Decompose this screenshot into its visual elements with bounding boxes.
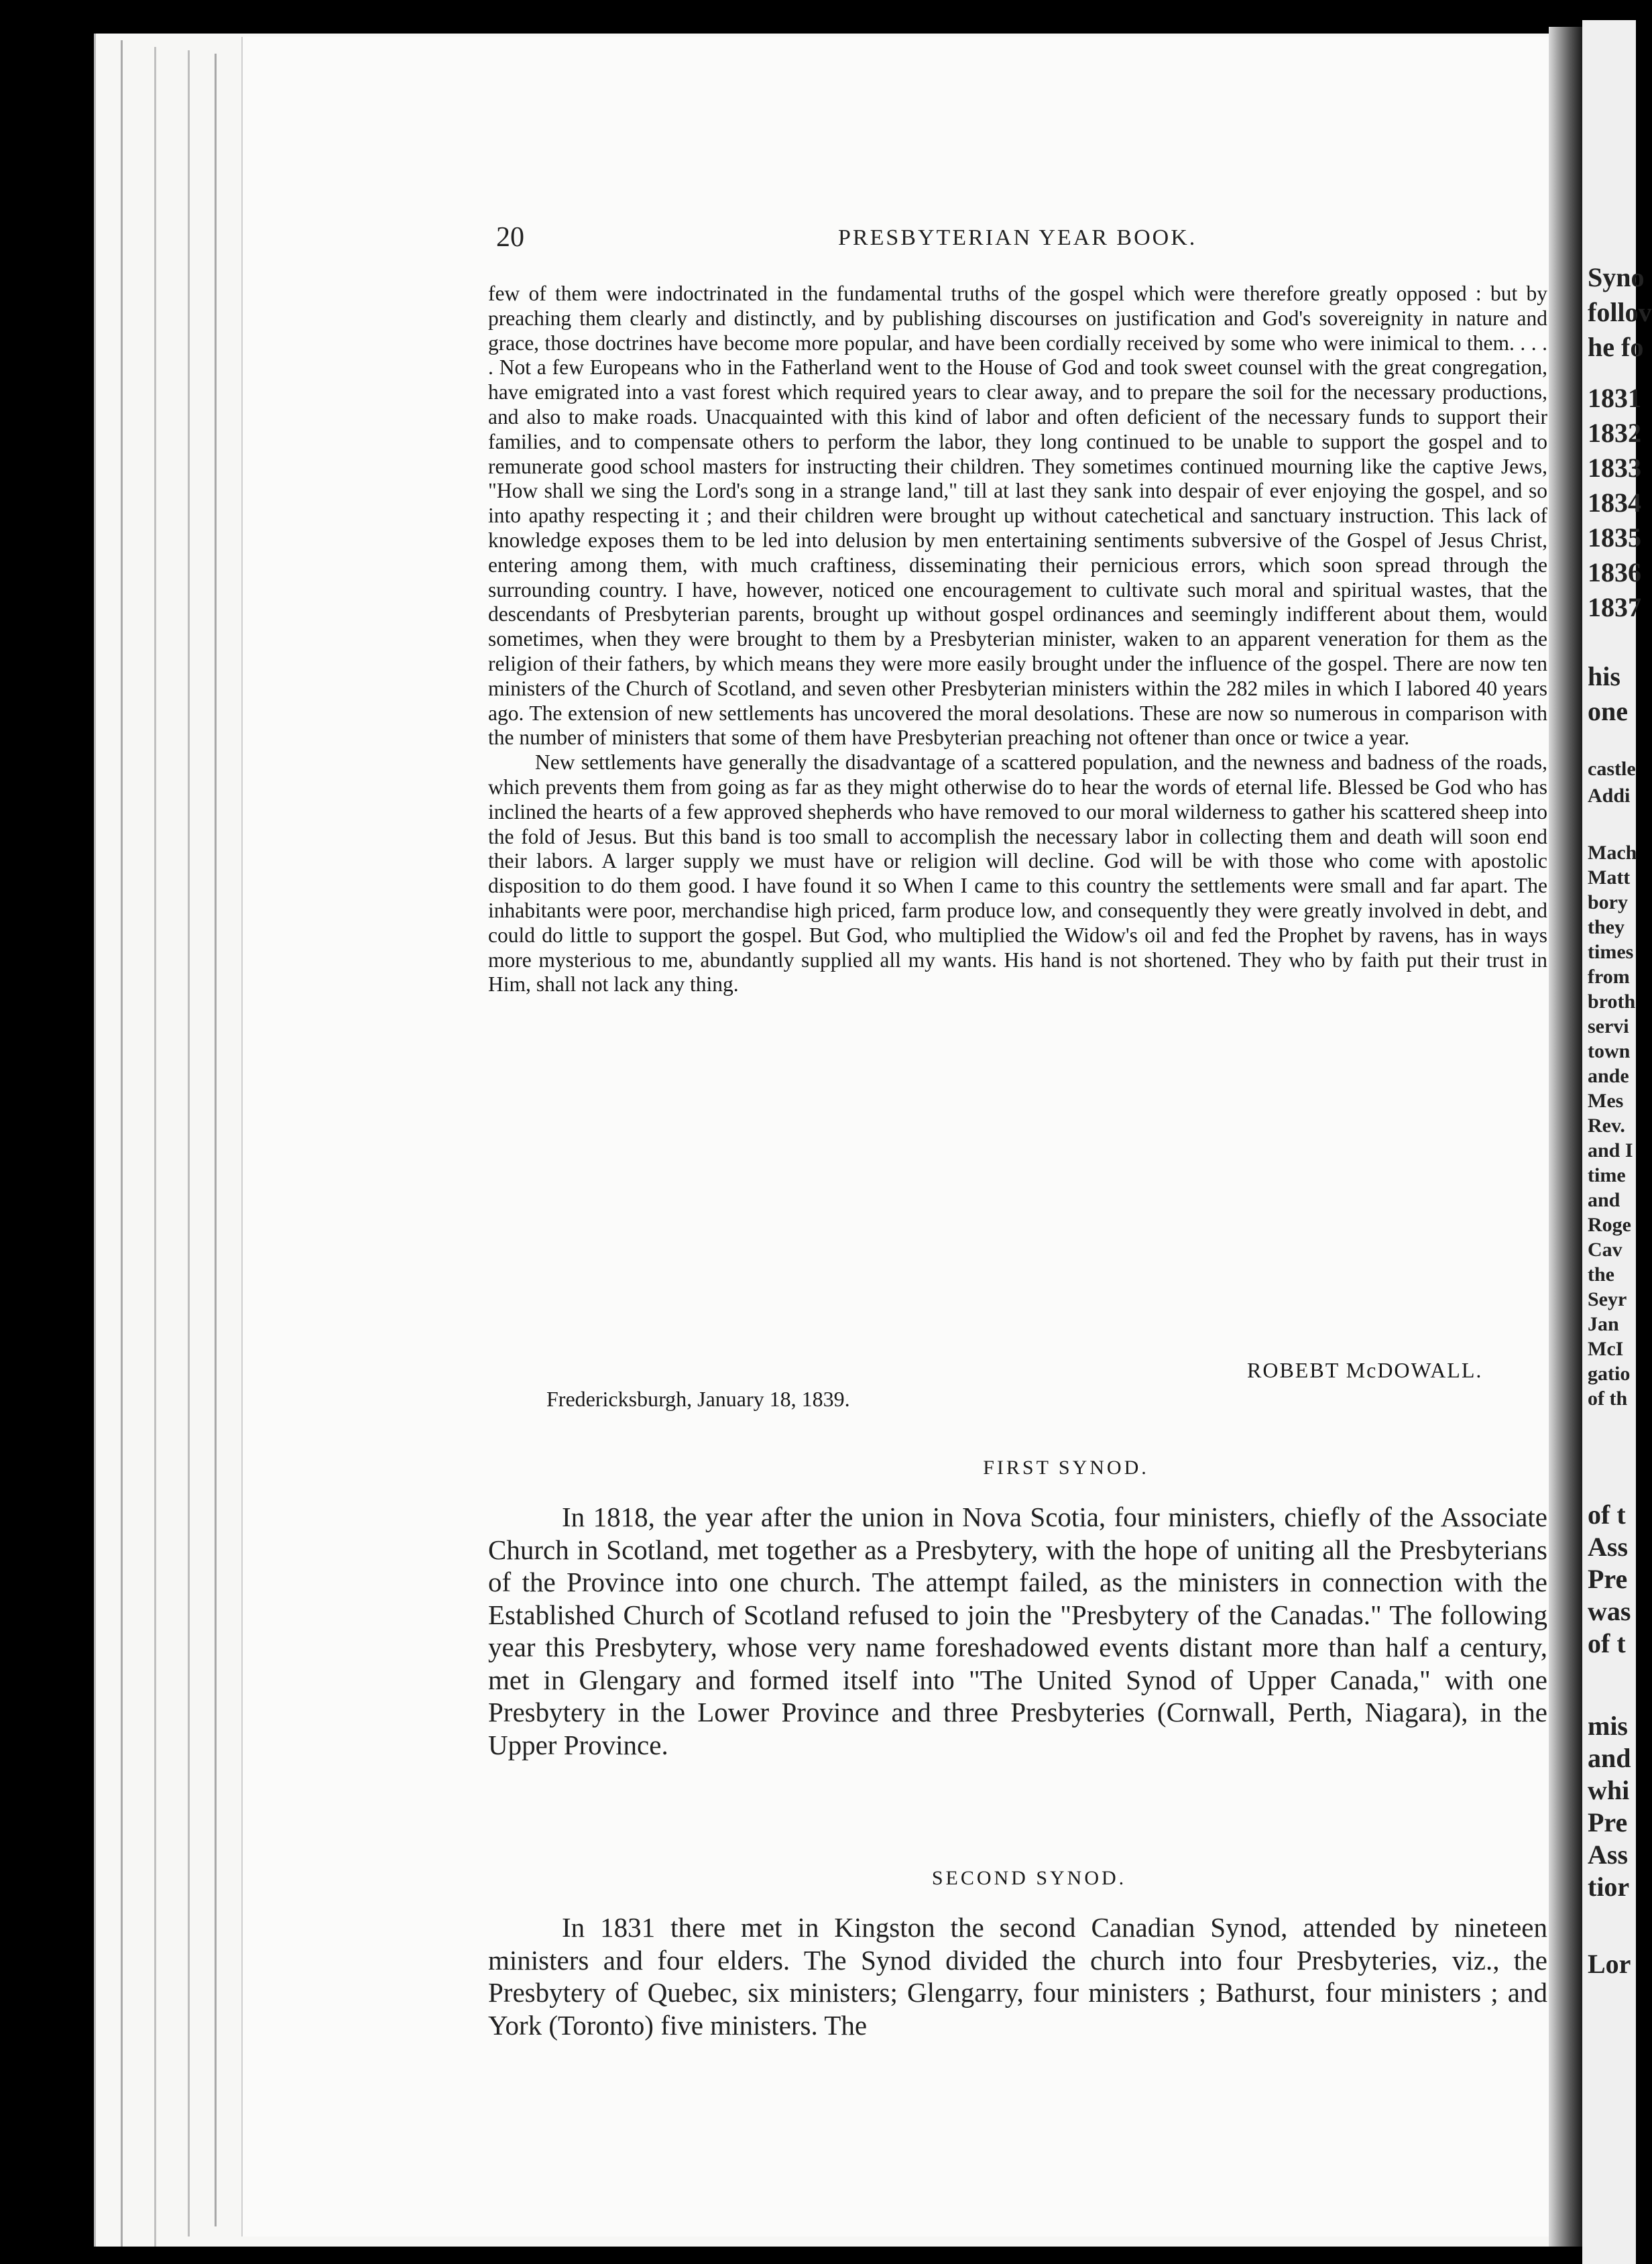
facing-page-text: Mach xyxy=(1588,842,1637,864)
facing-page-text: Addi xyxy=(1588,785,1631,807)
facing-page-text: 1837 xyxy=(1588,592,1641,622)
first-synod-section xyxy=(488,1501,1547,1761)
facing-page-text: his xyxy=(1588,661,1620,691)
facing-page-text: Lor xyxy=(1588,1949,1631,1979)
facing-page-text: 1832 xyxy=(1588,418,1641,448)
facing-page-text: of th xyxy=(1588,1388,1628,1410)
facing-page-text: of t xyxy=(1588,1628,1626,1658)
facing-page-text: 1836 xyxy=(1588,557,1641,587)
facing-page-text: Syno xyxy=(1588,262,1645,292)
facing-page-text: 1831 xyxy=(1588,383,1641,413)
second-synod-paragraph: In 1831 there met in Kingston the second Canadian Synod, attended by nineteen ministers and four elders. The Synod divided the church into four Presbyteries, viz., the Presbytery of Quebec, six ministers; Glengarry, four ministers ; Bathurst, four ministers ; and York (Toronto) five ministers. The xyxy=(488,1912,1547,2041)
first-synod-paragraph: In 1818, the year after the union in Nova Scotia, four ministers, chiefly of the Associate Church in Scotland, met together as a Presbytery, with the hope of uniting all the Presbyterians of the Province into one church. The attempt failed, as the ministers in connection with the Established Church of Scotland refused to join the "Presbytery of the Canadas." The following year this Presbytery, whose very name foreshadowed events distant more than half a century, met in Glengary and formed itself into "The United Synod of Upper Canada," with one Presbytery in the Lower Province and three Presbyteries (Cornwall, Perth, Niagara), in the Upper Province. xyxy=(488,1502,1547,1760)
letter-dateline: Fredericksburgh, January 18, 1839. xyxy=(546,1387,850,1411)
facing-page-text: they xyxy=(1588,916,1625,938)
facing-page-text: Pre xyxy=(1588,1564,1628,1594)
letter-text xyxy=(488,282,1547,997)
facing-page-text: Rev. xyxy=(1588,1115,1625,1137)
facing-page-text: and xyxy=(1588,1743,1631,1773)
facing-page-text: mis xyxy=(1588,1711,1628,1741)
running-title: PRESBYTERIAN YEAR BOOK. xyxy=(838,225,1197,250)
facing-page-text: time xyxy=(1588,1164,1626,1186)
facing-page-text: Ass xyxy=(1588,1532,1629,1562)
facing-page-text: one xyxy=(1588,696,1628,726)
facing-page-text: 1834 xyxy=(1588,488,1641,518)
facing-page-text: 1833 xyxy=(1588,453,1641,483)
second-synod-heading: SECOND SYNOD. xyxy=(931,1867,1127,1889)
first-synod-heading: FIRST SYNOD. xyxy=(983,1457,1149,1479)
facing-page-text: follov xyxy=(1588,297,1652,327)
facing-page-text: McI xyxy=(1588,1338,1624,1360)
facing-page-text: Roge xyxy=(1588,1214,1631,1236)
page-header xyxy=(496,221,1542,262)
second-synod-section xyxy=(488,1911,1547,2041)
facing-page-text: ande xyxy=(1588,1065,1629,1087)
facing-page-text: Cav xyxy=(1588,1239,1622,1261)
letter-paragraph: New settlements have generally the disadvantage of a scattered population, and the newness and badness of the roads, which prevents them from going as far as they might otherwise do to hear the words of eternal life. Blessed be God who has inclined the hearts of a few approved shepherds who have removed to our moral wilderness to gather his scattered sheep into the fold of Jesus. But this band is too small to accomplish the necessary labor in collecting them and death will soon end their labors. A larger supply we must have or religion will decline. God will be with those who come with apostolic disposition to do them good. I have found it so When I came to this country the settlements were small and far apart. The inhabitants were poor, merchandise high priced, farm produce low, and consequently they were greatly involved in debt, and could do little to support the gospel. But God, who multiplied the Widow's oil and fed the Prophet by ravens, has in ways more mysterious to me, abundantly supplied all my wants. His hand is not shortened. They who by faith put their trust in Him, shall not lack any thing. xyxy=(488,750,1547,997)
facing-page-text: Ass xyxy=(1588,1840,1629,1870)
facing-page-text: bory xyxy=(1588,891,1628,913)
facing-page-text: gatio xyxy=(1588,1363,1631,1385)
facing-page-text: whi xyxy=(1588,1775,1630,1805)
facing-page-text: the xyxy=(1588,1263,1614,1286)
facing-page-text: Mes xyxy=(1588,1090,1624,1112)
facing-page-text: Seyr xyxy=(1588,1288,1627,1310)
facing-page-text: castle xyxy=(1588,758,1636,780)
facing-page-fragment xyxy=(1582,20,1652,2264)
facing-page-text: Jan xyxy=(1588,1313,1619,1335)
facing-page-text: town xyxy=(1588,1040,1631,1062)
facing-page-text: 1835 xyxy=(1588,522,1641,553)
letter-paragraph: few of them were indoctrinated in the fundamental truths of the gospel which were therefore greatly opposed : but by preaching them clearly and distinctly, and by publishing discourses on justification and God's sovereignity in nature and grace, those doctrines have become more popular, and have been cordially received by some who were inimical to them. . . . . Not a few Europeans who in the Fatherland went to the House of God and took sweet counsel with the great congregation, have emigrated into a vast forest which required years to clear away, and to prepare the soil for the necessary productions, and also to make roads. Unacquainted with this kind of labor and often deficient of the necessary funds to support their families, and to compensate others to perform the labor, they long continued to be unable to support the gospel and to remunerate good school masters for instructing their children. They sometimes continued mourning like the captive Jews, "How shall we sing the Lord's song in a strange land," till at last they sank into despair of ever enjoying the gospel, and so into apathy respecting it ; and their children were brought up without catechetical and sanctuary instruction. This lack of knowledge exposes them to be led into delusion by men entertaining sentiments subversive of the Gospel of Jesus Christ, entering among them, with much craftiness, disseminating their pernicious errors, which soon spread through the surrounding country. I have, however, noticed one encouragement to cultivate such moral and spiritual wastes, that the descendants of Presbyterian parents, brought up without gospel ordinances and seemingly indifferent about them, would sometimes, when they were brought to them by a Presbyterian minister, waken to an apparent veneration for them as the religion of their fathers, by which means they were more easily brought under the influence of the gospel. There are now ten ministers of the Church of Scotland, and seven other Presbyterian ministers within the 282 miles in which I labored 40 years ago. The extension of new settlements has uncovered the moral desolations. These are now so numerous in comparison with the number of ministers that some of them have Presbyterian preaching not oftener than once or twice a year. xyxy=(488,282,1547,750)
facing-page-text: servi xyxy=(1588,1015,1629,1037)
facing-page-text: Matt xyxy=(1588,866,1631,889)
facing-page-text: tior xyxy=(1588,1872,1630,1902)
facing-page-text: broth xyxy=(1588,990,1636,1013)
page-number: 20 xyxy=(496,222,524,253)
facing-page-text: he fo xyxy=(1588,332,1644,362)
dark-left-margin xyxy=(0,0,101,2264)
facing-page-text: was xyxy=(1588,1596,1631,1626)
facing-page-text: Pre xyxy=(1588,1807,1628,1837)
facing-page-text: times xyxy=(1588,941,1634,963)
facing-page-text: from xyxy=(1588,966,1630,988)
facing-page-text: and I xyxy=(1588,1139,1633,1162)
facing-page-text: and xyxy=(1588,1189,1620,1211)
facing-page-text: of t xyxy=(1588,1499,1626,1530)
letter-signature: ROBEBT McDOWALL. xyxy=(1247,1358,1483,1382)
